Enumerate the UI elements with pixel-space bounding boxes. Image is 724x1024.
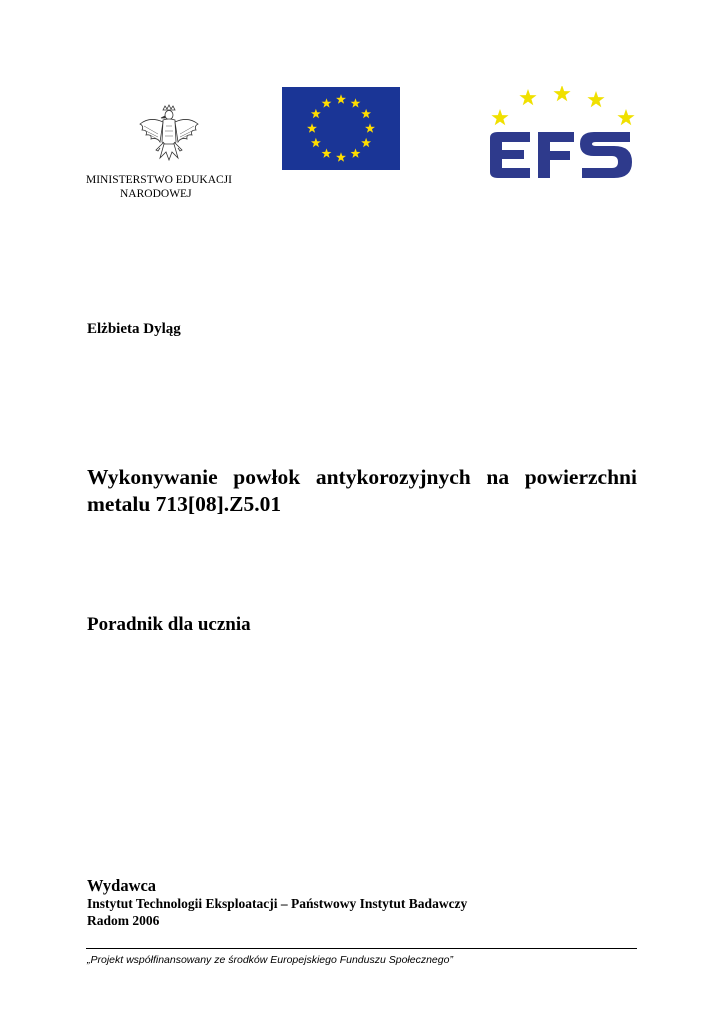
efs-star-icon [553,86,570,101]
publisher-city-year: Radom 2006 [87,913,160,928]
ministry-line-1: MINISTERSTWO EDUKACJI [86,174,232,186]
ministry-line-2: NARODOWEJ [120,188,192,200]
efs-star-icon [519,89,536,105]
author-name: Elżbieta Dyląg [87,321,181,337]
efs-star-icon [491,109,508,125]
efs-logo-icon [486,86,638,190]
footer-note: „Projekt współfinansowany ze środków Europejskiego Funduszu Społecznego” [87,954,453,966]
publisher-name: Instytut Technologii Eksploatacji – Państwowy Instytut Badawczy [87,896,468,911]
ministry-name [86,173,261,201]
document-subtitle: Poradnik dla ucznia [87,614,251,635]
document-title: Wykonywanie powłok antykorozyjnych na powierzchni metalu 713[08].Z5.01 [87,465,637,516]
footer-divider [86,948,637,949]
publisher-heading: Wydawca [87,876,157,895]
efs-star-icon [617,109,634,125]
eu-flag-icon [282,87,400,170]
efs-star-icon [587,91,604,107]
polish-eagle-icon [136,104,202,168]
